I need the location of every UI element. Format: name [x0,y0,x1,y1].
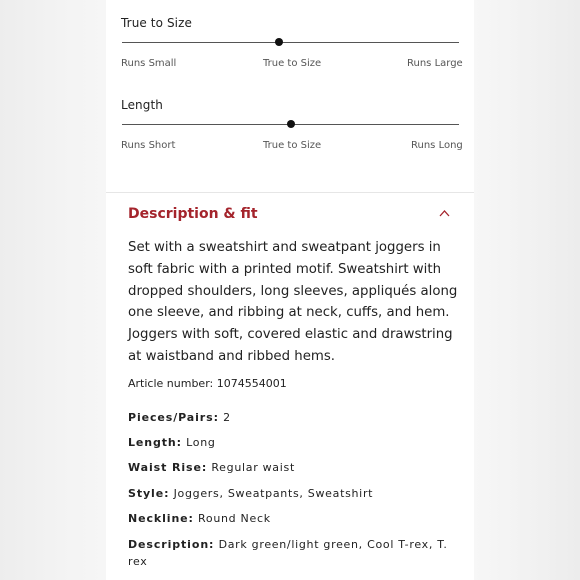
attribute-key: Description: [128,538,215,551]
attribute-value: Round Neck [198,512,271,525]
attribute-row [128,536,460,570]
attribute-key: Length: [128,436,182,449]
attribute-key: Style: [128,487,170,500]
fit-slider-label-left: Runs Short [121,140,176,151]
attribute-row [128,409,460,426]
fit-slider-title: True to Size [121,16,192,30]
section-divider [106,192,474,193]
fit-slider-track [122,42,459,43]
fit-slider-title: Length [121,98,163,112]
attribute-value: Joggers, Sweatpants, Sweatshirt [173,487,374,500]
attribute-value: Regular waist [211,461,295,474]
attribute-value: Long [186,436,216,449]
attribute-key: Pieces/Pairs: [128,411,219,424]
fit-slider-thumb[interactable] [275,38,283,46]
attribute-row [128,459,460,476]
right-backdrop [474,0,580,580]
fit-slider-label-right: Runs Long [411,140,463,151]
fit-slider-thumb[interactable] [287,120,295,128]
attribute-row [128,510,460,527]
attribute-row [128,485,460,502]
attribute-value: 2 [223,411,231,424]
attribute-key: Waist Rise: [128,461,208,474]
article-number: Article number: 1074554001 [128,377,287,390]
product-description: Set with a sweatshirt and sweatpant joggers in soft fabric with a printed motif. Sweatshirt with dropped shoulders, long sleeves, appliqués along one sleeve, and ribbing at neck, cuffs, and hem. Joggers with soft, covered elastic and drawstring at waistband and ribbed hems. [128,240,458,364]
accordion-title: Description & fit [128,206,258,222]
fit-slider-label-left: Runs Small [121,58,177,69]
attribute-value: Dark green/light green, Cool T-rex, T. rex [128,538,448,568]
chevron-up-icon[interactable] [439,209,450,218]
fit-slider-label-center: True to Size [263,140,322,151]
product-details-card [106,0,474,580]
fit-slider-label-right: Runs Large [407,58,463,69]
attribute-row [128,434,460,451]
fit-slider-track [122,124,459,125]
fit-slider-label-center: True to Size [263,58,322,69]
attribute-key: Neckline: [128,512,194,525]
